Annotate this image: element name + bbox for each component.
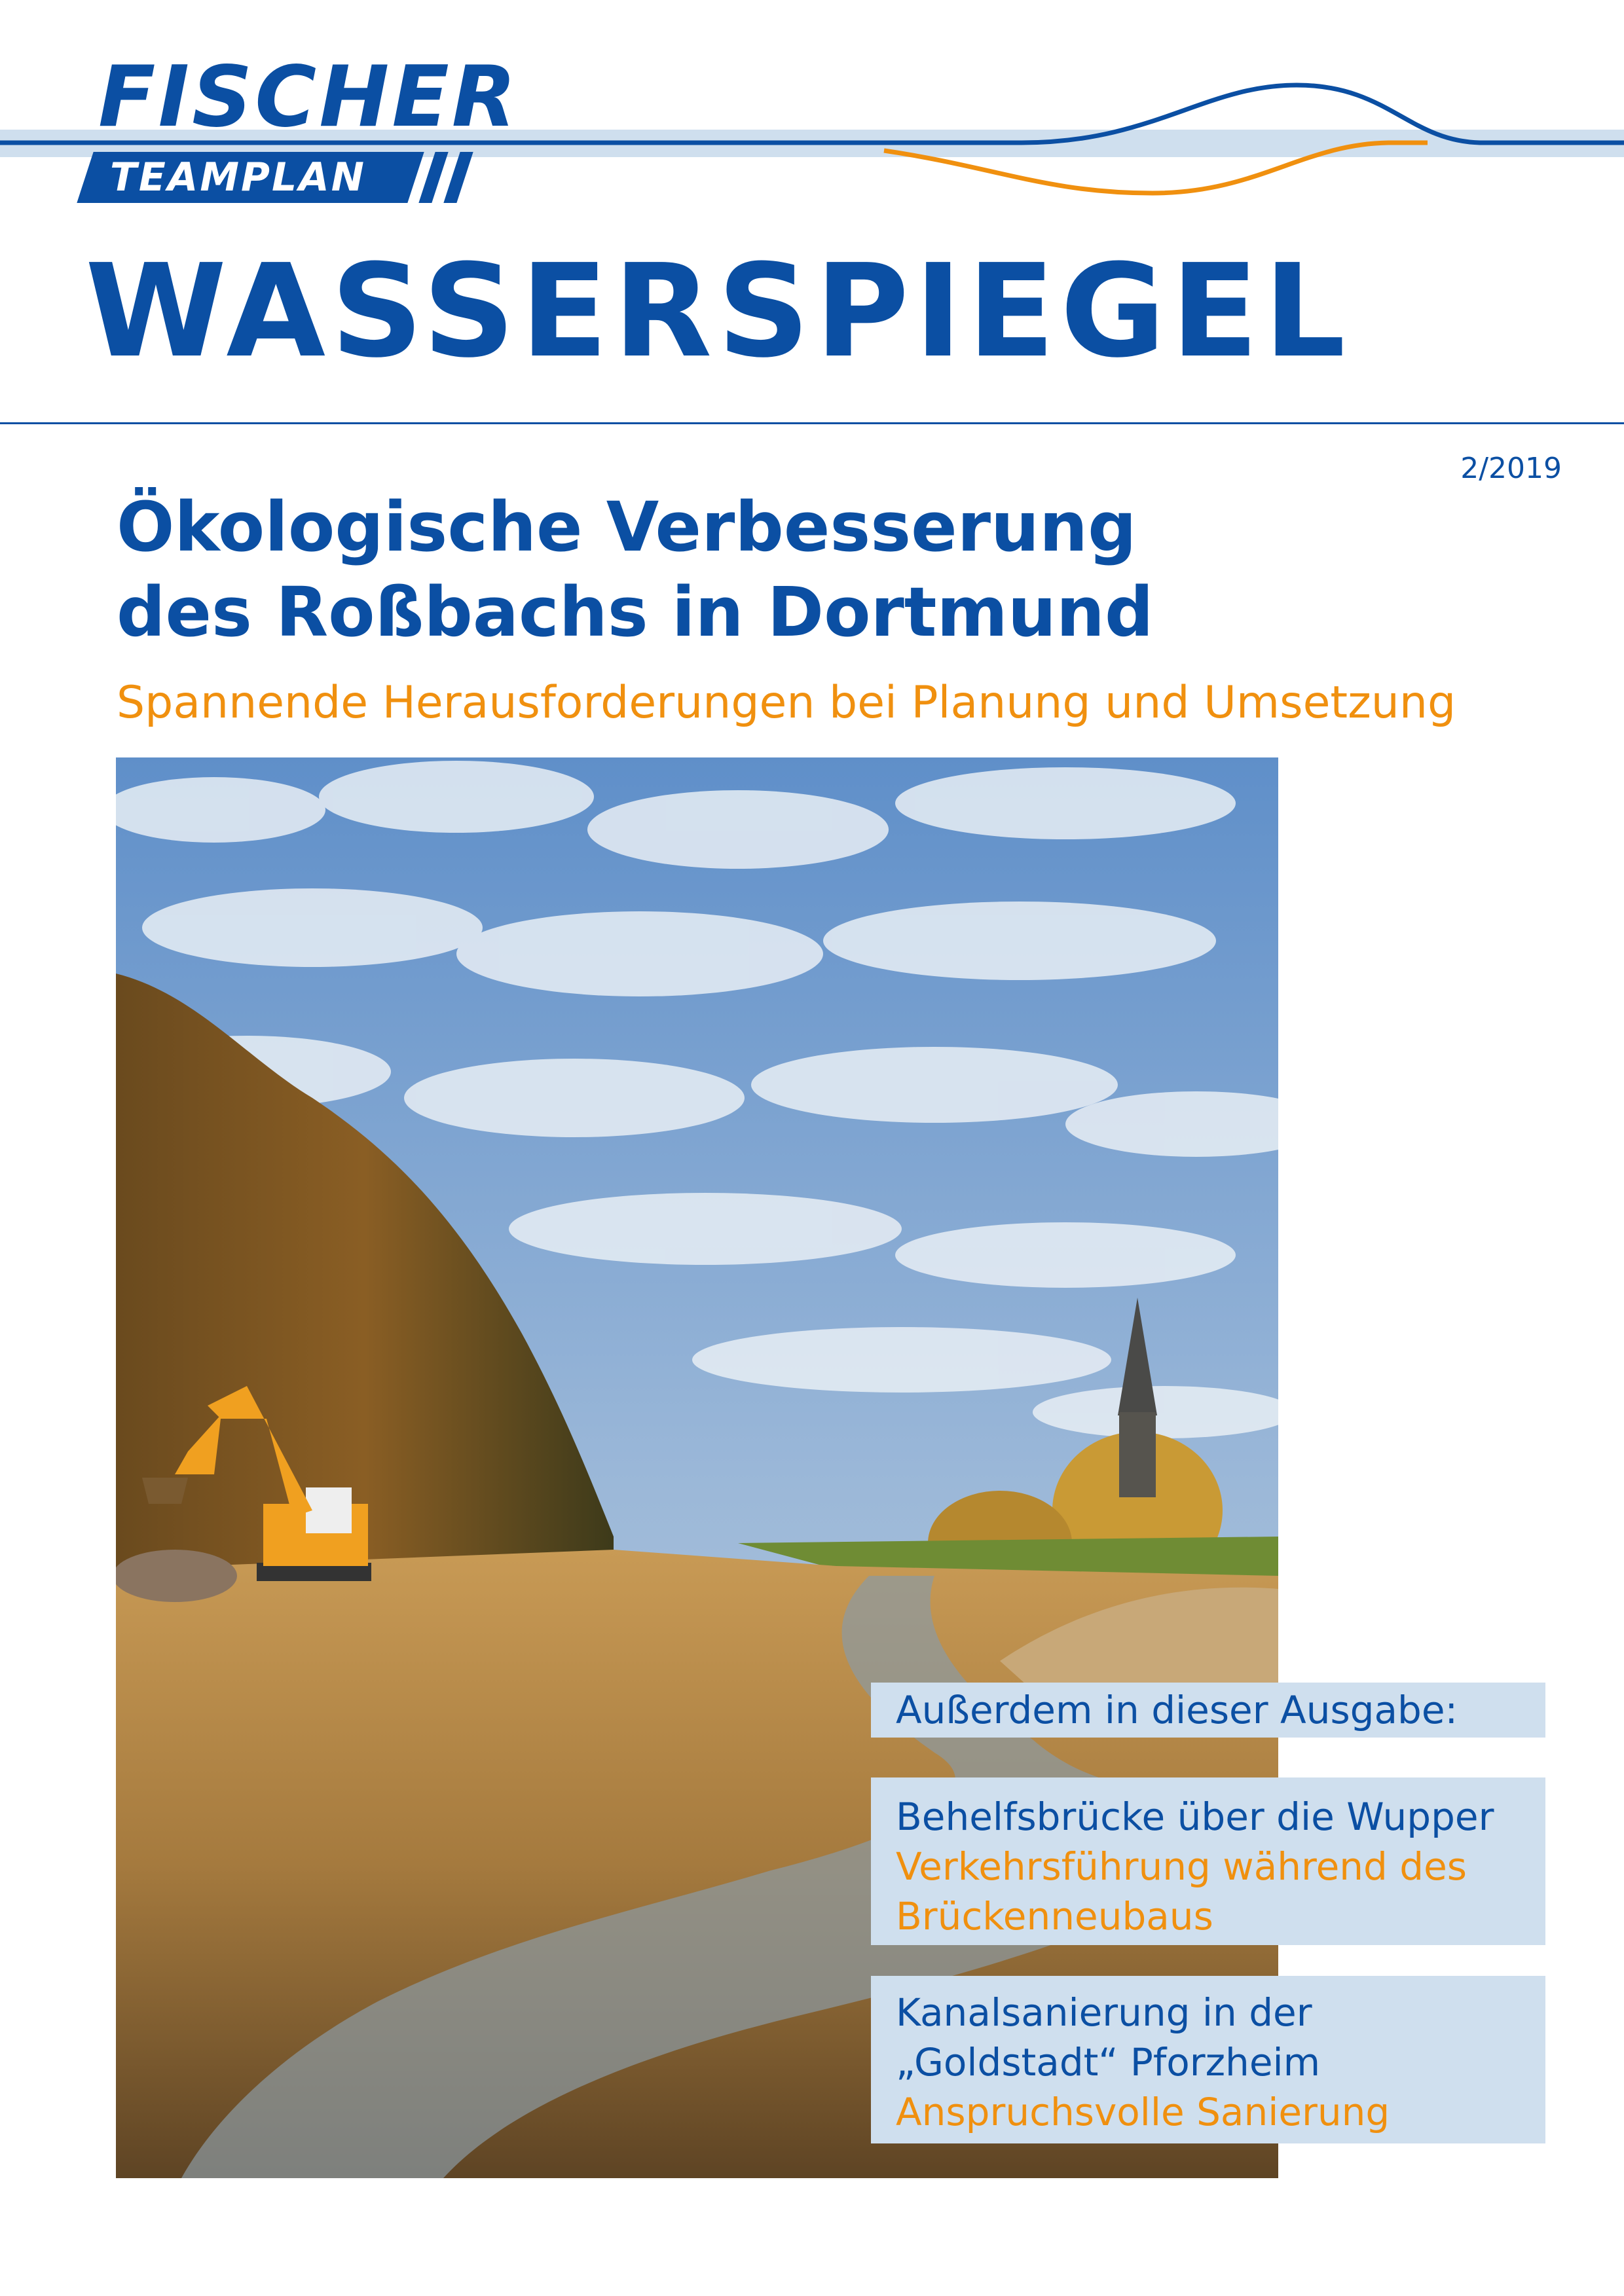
article-subtitle: Anspruchsvolle Sanierung — [896, 2090, 1390, 2134]
sidebar-heading: Außerdem in dieser Ausgabe: — [871, 1683, 1545, 1738]
article-subtitle: Verkehrsführung während des — [896, 1844, 1467, 1889]
article-title: „Goldstadt“ Pforzheim — [896, 2040, 1321, 2085]
cover-headline-line: Ökologische Verbesserung — [117, 487, 1137, 567]
issue-number: 2/2019 — [1460, 452, 1562, 485]
title-rule — [0, 422, 1624, 424]
cover-headline-line: des Roßbachs in Dortmund — [117, 572, 1154, 652]
magazine-title: WASSERSPIEGEL — [85, 237, 1351, 386]
cover-photo — [116, 757, 1278, 2178]
article-subtitle: Brückenneubaus — [896, 1894, 1213, 1939]
sidebar-article-2[interactable] — [871, 1976, 1545, 2143]
article-title: Kanalsanierung in der — [896, 1990, 1312, 2035]
cover-subheadline: Spannende Herausforderungen bei Planung und Umsetzung — [117, 677, 1456, 729]
logo-wordmark-teamplan: TEAMPLAN — [110, 155, 366, 200]
cover-headline — [117, 484, 1459, 655]
article-title: Behelfsbrücke über die Wupper — [896, 1795, 1494, 1839]
sidebar-article-1[interactable] — [871, 1777, 1545, 1945]
logo-wordmark-fischer: FISCHER — [98, 48, 519, 146]
